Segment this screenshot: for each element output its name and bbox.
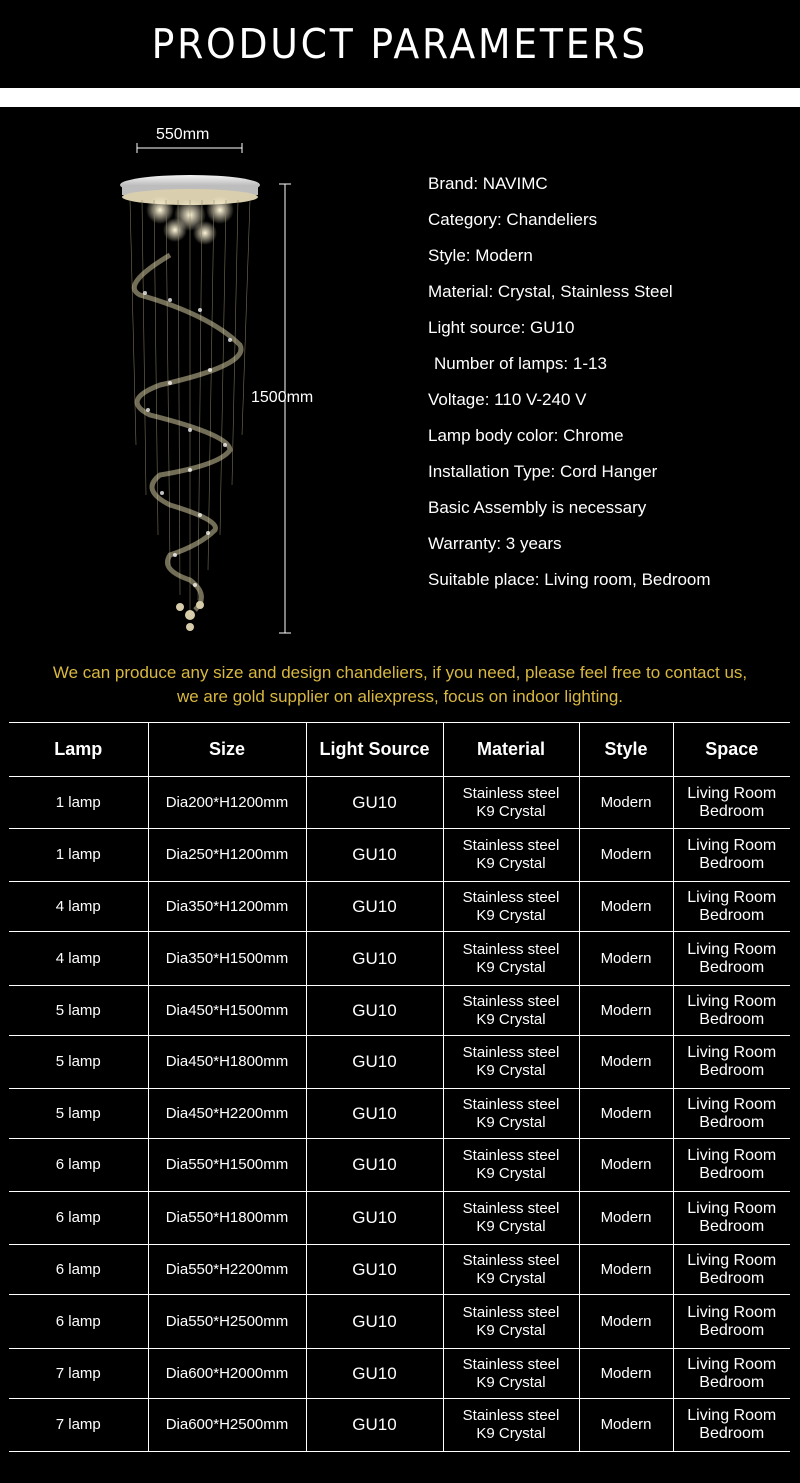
cell-space-space1: Living Room — [687, 1147, 777, 1164]
cell-light-source-source: GU10 — [352, 845, 397, 864]
cell-light-source — [306, 1245, 443, 1295]
cell-style — [579, 1089, 673, 1139]
cell-lamp — [9, 777, 148, 829]
cell-lamp — [9, 1192, 148, 1245]
cell-material-material1: Stainless steel — [462, 837, 560, 854]
cell-light-source — [306, 1349, 443, 1399]
cell-lamp — [9, 1399, 148, 1452]
cell-light-source — [306, 932, 443, 986]
cell-material-material2: K9 Crystal — [476, 1165, 546, 1182]
cell-light-source-source: GU10 — [352, 1103, 397, 1123]
cell-size-size: Dia550*H1500mm — [165, 1156, 289, 1173]
cell-size-size: Dia600*H2000mm — [165, 1364, 289, 1382]
spec-installation-type: Installation Type: Cord Hanger — [428, 462, 658, 481]
cell-material-material2: K9 Crystal — [476, 1062, 546, 1079]
cell-material — [443, 1399, 579, 1452]
height-dimension-label: 1500mm — [251, 389, 314, 406]
cell-size-size: Dia200*H1200mm — [165, 793, 289, 811]
cell-space-space2: Bedroom — [699, 958, 765, 976]
cell-size — [148, 932, 306, 986]
cell-size-size: Dia450*H1500mm — [165, 1001, 289, 1019]
table-row — [9, 986, 790, 1036]
cell-space-space1: Living Room — [687, 940, 777, 958]
cell-light-source — [306, 986, 443, 1036]
cell-material — [443, 777, 579, 829]
cell-material-material2: K9 Crystal — [476, 855, 546, 872]
cell-material-material1: Stainless steel — [462, 940, 560, 958]
cell-space — [673, 1349, 790, 1399]
cell-material — [443, 829, 579, 882]
table-row — [9, 777, 790, 829]
table-row — [9, 829, 790, 882]
cell-space — [673, 1036, 790, 1089]
cell-lamp — [9, 986, 148, 1036]
table-row — [9, 882, 790, 932]
cell-light-source-source: GU10 — [352, 1208, 397, 1227]
cell-style-style: Modern — [600, 949, 652, 967]
cell-size — [148, 777, 306, 829]
cell-size — [148, 829, 306, 882]
cell-size — [148, 1399, 306, 1452]
cell-material-material2: K9 Crystal — [476, 1425, 546, 1442]
cell-space-space2: Bedroom — [699, 802, 765, 820]
cell-material — [443, 1349, 579, 1399]
cell-light-source — [306, 777, 443, 829]
cell-style-style: Modern — [600, 1416, 652, 1433]
cell-light-source-source: GU10 — [352, 1311, 397, 1331]
column-header-lamp: Lamp — [9, 723, 148, 777]
cell-material-material2: K9 Crystal — [476, 1373, 546, 1391]
cell-material — [443, 882, 579, 932]
table-row — [9, 1036, 790, 1089]
spec-assembly: Basic Assembly is necessary — [428, 498, 647, 517]
spec-voltage: Voltage: 110 V-240 V — [428, 390, 587, 409]
cell-light-source — [306, 1192, 443, 1245]
cell-space-space2: Bedroom — [699, 1113, 765, 1131]
cell-style-style: Modern — [600, 897, 652, 915]
cell-space — [673, 1139, 790, 1192]
cell-lamp — [9, 1139, 148, 1192]
cell-size-size: Dia550*H1800mm — [165, 1209, 289, 1226]
cell-lamp-lamp: 1 lamp — [55, 846, 101, 863]
cell-size-size: Dia450*H1800mm — [165, 1053, 289, 1070]
cell-style — [579, 986, 673, 1036]
cell-material — [443, 986, 579, 1036]
cell-material-material1: Stainless steel — [462, 1251, 560, 1269]
cell-space-space2: Bedroom — [699, 1165, 765, 1182]
notice-line-2: we are gold supplier on aliexpress, focus on indoor lighting. — [176, 687, 624, 706]
cell-space — [673, 986, 790, 1036]
cell-space-space2: Bedroom — [699, 1062, 765, 1079]
cell-space-space1: Living Room — [687, 1044, 777, 1061]
cell-space — [673, 777, 790, 829]
cell-space-space1: Living Room — [687, 1095, 777, 1113]
cell-style-style: Modern — [600, 1104, 652, 1122]
cell-size — [148, 1089, 306, 1139]
cell-space-space2: Bedroom — [699, 1373, 765, 1391]
cell-style — [579, 777, 673, 829]
cell-material-material1: Stainless steel — [462, 1095, 560, 1113]
cell-space-space1: Living Room — [687, 1251, 777, 1269]
cell-space — [673, 829, 790, 882]
supplier-notice — [0, 661, 800, 709]
cell-size — [148, 1036, 306, 1089]
cell-size — [148, 1245, 306, 1295]
cell-space-space1: Living Room — [687, 888, 777, 906]
cell-material-material2: K9 Crystal — [476, 958, 546, 976]
table-row — [9, 1245, 790, 1295]
cell-space — [673, 1245, 790, 1295]
cell-material — [443, 1036, 579, 1089]
cell-size-size: Dia450*H2200mm — [165, 1104, 289, 1122]
table-row — [9, 1399, 790, 1452]
chandelier-image — [100, 115, 340, 645]
cell-material-material2: K9 Crystal — [476, 906, 546, 924]
cell-space — [673, 882, 790, 932]
cell-lamp-lamp: 7 lamp — [55, 1416, 101, 1433]
cell-space-space2: Bedroom — [699, 855, 765, 872]
cell-style-style: Modern — [600, 1001, 652, 1019]
cell-light-source-source: GU10 — [352, 1052, 397, 1071]
cell-material — [443, 1192, 579, 1245]
cell-material-material2: K9 Crystal — [476, 1269, 546, 1287]
cell-lamp-lamp: 7 lamp — [55, 1364, 101, 1382]
cell-material-material2: K9 Crystal — [476, 1218, 546, 1235]
cell-lamp-lamp: 6 lamp — [55, 1209, 101, 1226]
cell-size-size: Dia550*H2200mm — [165, 1260, 289, 1278]
cell-space — [673, 1089, 790, 1139]
spec-brand: Brand: NAVIMC — [428, 174, 548, 193]
cell-material-material2: K9 Crystal — [476, 1321, 546, 1339]
cell-lamp — [9, 1295, 148, 1349]
cell-light-source-source: GU10 — [352, 1155, 397, 1174]
cell-lamp-lamp: 1 lamp — [55, 793, 101, 811]
cell-material-material1: Stainless steel — [462, 1044, 560, 1061]
cell-lamp — [9, 932, 148, 986]
cell-material-material1: Stainless steel — [462, 1355, 560, 1373]
cell-light-source-source: GU10 — [352, 1363, 397, 1383]
cell-lamp-lamp: 4 lamp — [55, 949, 101, 967]
cell-light-source — [306, 1295, 443, 1349]
cell-style-style: Modern — [600, 1156, 652, 1173]
cell-lamp — [9, 882, 148, 932]
cell-lamp-lamp: 6 lamp — [55, 1156, 101, 1173]
cell-lamp — [9, 1036, 148, 1089]
spec-list — [428, 172, 788, 604]
cell-light-source-source: GU10 — [352, 1415, 397, 1434]
cell-material-material1: Stainless steel — [462, 992, 560, 1010]
cell-style — [579, 882, 673, 932]
table-header-row — [9, 723, 790, 777]
cell-style — [579, 1399, 673, 1452]
cell-style-style: Modern — [600, 1260, 652, 1278]
page-title: PRODUCT PARAMETERS — [151, 20, 649, 68]
cell-space-space1: Living Room — [687, 1355, 777, 1373]
cell-material-material2: K9 Crystal — [476, 1010, 546, 1028]
cell-size — [148, 1295, 306, 1349]
cell-material — [443, 1139, 579, 1192]
spec-warranty: Warranty: 3 years — [428, 534, 562, 553]
cell-light-source — [306, 829, 443, 882]
cell-light-source-source: GU10 — [352, 1000, 397, 1020]
cell-space — [673, 1192, 790, 1245]
table-row — [9, 1192, 790, 1245]
cell-style-style: Modern — [600, 1209, 652, 1226]
spec-suitable-place: Suitable place: Living room, Bedroom — [428, 570, 711, 589]
cell-material-material1: Stainless steel — [462, 888, 560, 906]
cell-space-space2: Bedroom — [699, 1269, 765, 1287]
cell-lamp — [9, 1089, 148, 1139]
cell-size — [148, 1192, 306, 1245]
cell-light-source — [306, 882, 443, 932]
column-header-style: Style — [579, 723, 673, 777]
cell-size — [148, 1349, 306, 1399]
cell-light-source-source: GU10 — [352, 948, 397, 968]
cell-material-material2: K9 Crystal — [476, 802, 546, 820]
cell-style — [579, 932, 673, 986]
spec-lamp-body-color: Lamp body color: Chrome — [428, 426, 624, 445]
cell-size — [148, 1139, 306, 1192]
table-row — [9, 1349, 790, 1399]
cell-space-space1: Living Room — [687, 837, 777, 854]
cell-material-material1: Stainless steel — [462, 1303, 560, 1321]
cell-space-space1: Living Room — [687, 1407, 777, 1424]
cell-size — [148, 882, 306, 932]
cell-space-space1: Living Room — [687, 1200, 777, 1217]
divider-band — [0, 88, 800, 107]
cell-style — [579, 1295, 673, 1349]
table-row — [9, 1089, 790, 1139]
cell-style — [579, 1192, 673, 1245]
notice-line-1: We can produce any size and design chandeliers, if you need, please feel free to contact us, — [52, 663, 748, 682]
cell-size-size: Dia250*H1200mm — [165, 846, 289, 863]
cell-size-size: Dia350*H1200mm — [165, 897, 289, 915]
cell-space-space2: Bedroom — [699, 1321, 765, 1339]
cell-space — [673, 1399, 790, 1452]
cell-style-style: Modern — [600, 793, 652, 811]
cell-lamp-lamp: 6 lamp — [55, 1312, 101, 1330]
parameters-table — [9, 722, 790, 1452]
cell-style — [579, 1245, 673, 1295]
spec-light-source: Light source: GU10 — [428, 318, 575, 337]
cell-space-space1: Living Room — [687, 992, 777, 1010]
spec-material: Material: Crystal, Stainless Steel — [428, 282, 673, 301]
cell-space-space1: Living Room — [687, 784, 777, 802]
cell-space-space1: Living Room — [687, 1303, 777, 1321]
cell-space — [673, 932, 790, 986]
cell-space-space2: Bedroom — [699, 1218, 765, 1235]
cell-lamp-lamp: 5 lamp — [55, 1104, 101, 1122]
cell-size-size: Dia350*H1500mm — [165, 949, 289, 967]
spec-category: Category: Chandeliers — [428, 210, 598, 229]
cell-material — [443, 1245, 579, 1295]
cell-material — [443, 1295, 579, 1349]
table-row — [9, 1295, 790, 1349]
table-body — [9, 777, 790, 1452]
cell-space-space2: Bedroom — [699, 1010, 765, 1028]
cell-lamp — [9, 1349, 148, 1399]
cell-light-source — [306, 1089, 443, 1139]
chandelier-illustration — [100, 115, 340, 645]
cell-size — [148, 986, 306, 1036]
cell-material-material2: K9 Crystal — [476, 1113, 546, 1131]
cell-lamp-lamp: 5 lamp — [55, 1053, 101, 1070]
column-header-material: Material — [443, 723, 579, 777]
cell-style-style: Modern — [600, 1312, 652, 1330]
cell-material-material1: Stainless steel — [462, 1147, 560, 1164]
cell-lamp-lamp: 4 lamp — [55, 897, 101, 915]
cell-lamp-lamp: 6 lamp — [55, 1260, 101, 1278]
cell-style — [579, 829, 673, 882]
column-header-light-source: Light Source — [306, 723, 443, 777]
cell-space-space2: Bedroom — [699, 906, 765, 924]
cell-space — [673, 1295, 790, 1349]
cell-space-space2: Bedroom — [699, 1425, 765, 1442]
cell-lamp — [9, 829, 148, 882]
cell-style — [579, 1139, 673, 1192]
cell-light-source — [306, 1036, 443, 1089]
cell-light-source-source: GU10 — [352, 792, 397, 812]
table-row — [9, 1139, 790, 1192]
cell-material-material1: Stainless steel — [462, 784, 560, 802]
cell-light-source — [306, 1399, 443, 1452]
cell-material — [443, 1089, 579, 1139]
width-dimension-label: 550mm — [156, 126, 210, 143]
cell-lamp-lamp: 5 lamp — [55, 1001, 101, 1019]
cell-size-size: Dia550*H2500mm — [165, 1312, 289, 1330]
spec-number-of-lamps: Number of lamps: 1-13 — [434, 354, 607, 373]
cell-light-source-source: GU10 — [352, 1259, 397, 1279]
cell-style — [579, 1349, 673, 1399]
cell-material-material1: Stainless steel — [462, 1200, 560, 1217]
page-header — [0, 0, 800, 88]
column-header-size: Size — [148, 723, 306, 777]
cell-size-size: Dia600*H2500mm — [165, 1416, 289, 1433]
cell-material — [443, 932, 579, 986]
cell-style-style: Modern — [600, 1364, 652, 1382]
spec-style: Style: Modern — [428, 246, 533, 265]
column-header-space: Space — [673, 723, 790, 777]
cell-light-source — [306, 1139, 443, 1192]
cell-material-material1: Stainless steel — [462, 1407, 560, 1424]
cell-style-style: Modern — [600, 846, 652, 863]
table-row — [9, 932, 790, 986]
cell-lamp — [9, 1245, 148, 1295]
cell-style-style: Modern — [600, 1053, 652, 1070]
cell-style — [579, 1036, 673, 1089]
cell-light-source-source: GU10 — [352, 896, 397, 916]
